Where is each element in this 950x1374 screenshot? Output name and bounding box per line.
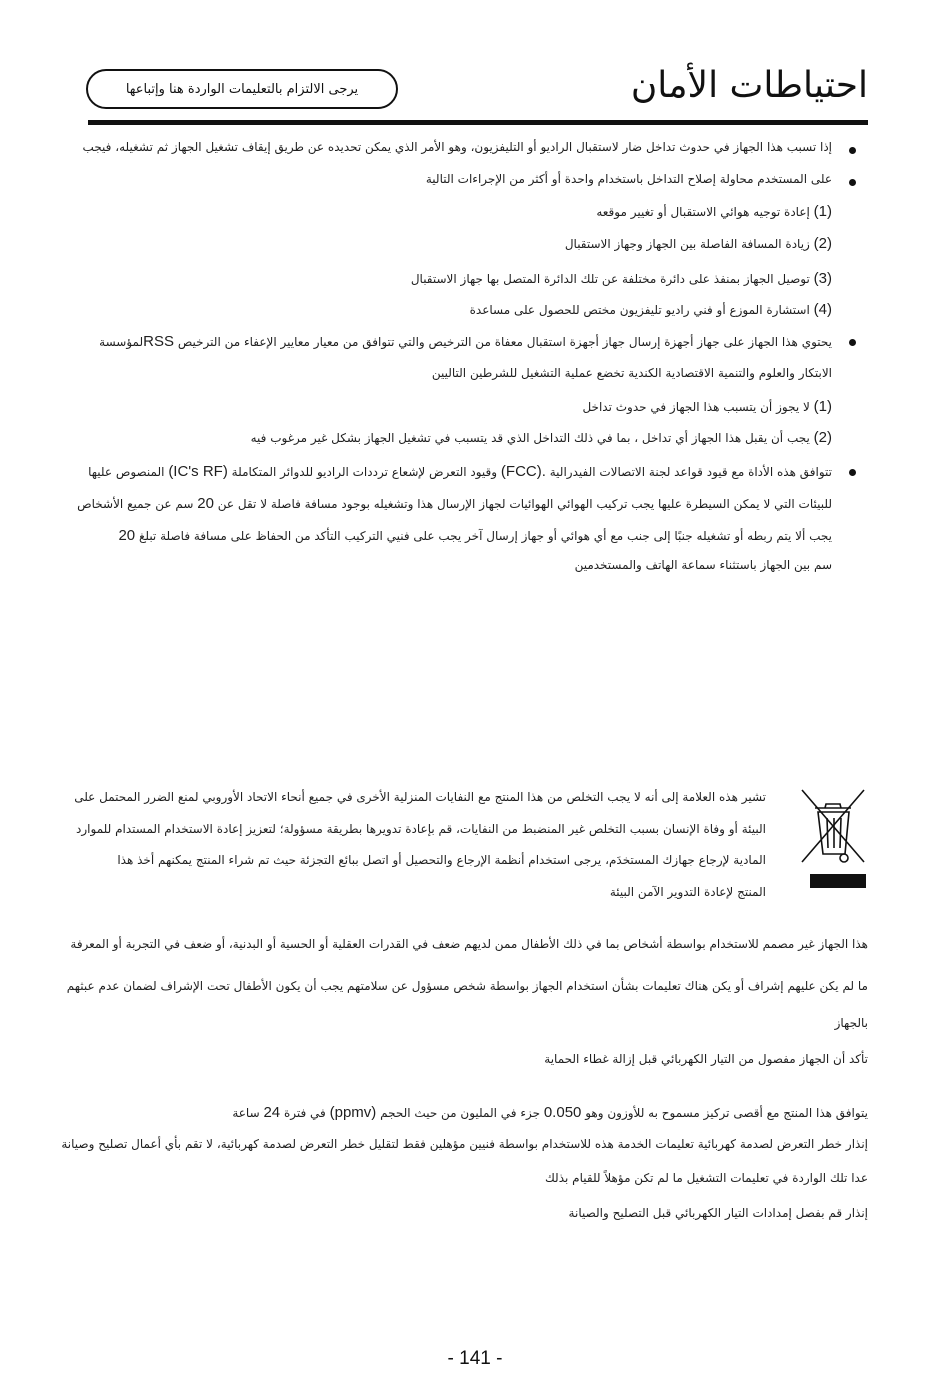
rss-text-line	[99, 333, 832, 350]
step-text: استشارة الموزع أو فني راديو تليفزيون مختص للحصول على مساعدة	[469, 303, 810, 317]
step-number: (1)	[813, 203, 832, 220]
disconnect-warning: إنذار قم بفصل إمدادات التيار الكهربائي قبل التصليح والصيانة	[568, 1206, 868, 1220]
children-warning-line: بالجهاز	[834, 1016, 868, 1030]
fcc-text: للبيئات التي لا يمكن السيطرة عليها يجب تركيب الهوائي الهوائيات لجهاز الإرسال هذا وتشغيله بوجود مسافة فاصلة لا تقل عن	[217, 497, 832, 511]
distance-value: 20	[118, 527, 136, 544]
step-text: توصيل الجهاز بمنفذ على دائرة مختلفة عن تلك الدائرة المتصل بها جهاز الاستقبال	[410, 272, 810, 286]
rss-code: RSS	[143, 333, 174, 350]
ozone-text: ساعة	[232, 1106, 260, 1120]
fcc-code: (FCC).	[500, 463, 546, 480]
page-number: - 141 -	[447, 1348, 503, 1369]
fcc-text-line	[77, 495, 832, 512]
step-number: (4)	[813, 301, 832, 318]
weee-text-line: المنتج لإعادة التدوير الآمن البيئة	[609, 885, 766, 899]
ozone-text: في فترة	[283, 1106, 326, 1120]
condition-number: (1)	[813, 398, 832, 415]
condition-text: لا يجوز أن يتسبب هذا الجهاز في حدوث تداخل	[582, 400, 810, 414]
shock-warning-line: عدا تلك الواردة في تعليمات التشغيل ما لم تكن مؤهلاً للقيام بذلك	[544, 1171, 868, 1185]
bullet-icon	[849, 147, 856, 154]
rss-text: لمؤسسة	[99, 335, 144, 349]
step-text: إعادة توجيه هوائي الاستقبال أو تغيير موقعه	[596, 205, 810, 219]
children-warning-line: هذا الجهاز غير مصمم للاستخدام بواسطة أشخاص بما في ذلك الأطفال ممن لديهم ضعف في القدرات العقلية أو الحسية أو البدنية، أو ضعف في التجربة أو المعرفة	[70, 937, 868, 951]
condition-number: (2)	[813, 429, 832, 446]
rss-text-line: الابتكار والعلوم والتنمية الاقتصادية الكندية تخضع عملية التشغيل للشرطين التاليين	[431, 366, 832, 380]
header-divider	[88, 120, 868, 125]
page-title: احتياطات الأمان	[630, 65, 868, 106]
fcc-text: المنصوص عليها	[88, 465, 165, 479]
fcc-text: وقيود التعرض لإشعاع ترددات الراديو للدوائر المتكاملة	[231, 465, 498, 479]
distance-value: 20	[197, 495, 214, 512]
interference-text-line: على المستخدم محاولة إصلاح التداخل باستخدام واحدة أو أكثر من الإجراءات التالية	[425, 172, 832, 186]
ozone-text: يتوافق هذا المنتج مع أقصى تركيز مسموح به للأوزون وهو	[585, 1106, 868, 1120]
interference-step	[565, 235, 832, 252]
fcc-text: يجب ألا يتم ربطه أو تشغيله جنبًا إلى جنب مع أي هوائي أو جهاز إرسال آخر يجب على فنيي التركيب التأكد من الحفاظ على مسافة فاصلة تبلغ	[138, 529, 832, 543]
ozone-value: 0.050	[543, 1104, 582, 1121]
weee-text-line: تشير هذه العلامة إلى أنه لا يجب التخلص من هذا المنتج مع النفايات المنزلية الأخرى في جميع أنحاء الاتحاد الأوروبي لمنع الضرر المحتمل على	[74, 790, 766, 804]
bullet-icon	[849, 179, 856, 186]
weee-text-line: البيئة أو وفاة الإنسان بسبب التخلص غير المنضبط من النفايات، قم بإعادة تدويرها بطريقة مسؤولة؛ لتعزيز إعادة الاستخدام المستدام للموارد	[76, 822, 766, 836]
condition-text: يجب أن يقبل هذا الجهاز أي تداخل ، بما في ذلك التداخل الذي قد يتسبب في تشغيل الجهاز بشكل غير مرغوب فيه	[250, 431, 810, 445]
ozone-unit: (ppmv)	[329, 1104, 377, 1121]
step-number: (2)	[813, 235, 832, 252]
rss-text: يحتوي هذا الجهاز على جهاز أجهزة إرسال جهاز أجهزة استقبال معفاة من الترخيص والتي تتوافق من معيار معايير الإعفاء من الترخيص	[177, 335, 832, 349]
step-text: زيادة المسافة الفاصلة بين الجهاز وجهاز الاستقبال	[564, 237, 810, 251]
fcc-text-line: سم بين الجهاز باستثناء سماعة الهاتف والمستخدمين	[574, 558, 832, 572]
bullet-icon	[849, 469, 856, 476]
fcc-text-line	[118, 527, 832, 544]
children-warning-line: ما لم يكن عليهم إشراف أو يكن هناك تعليمات بشأن استخدام الجهاز بواسطة شخص مسؤول عن سلامتهم يجب أن يكون الأطفال تحت الإشراف لضمان عدم عبثهم	[66, 979, 868, 993]
shock-warning-line: إنذار خطر التعرض لصدمة كهربائية تعليمات الخدمة هذه للاستخدام بواسطة فنيين مؤهلين فقط لتقليل خطر التعرض لصدمة كهربائية، لا تقم بأي أعمال تصليح وصيانة	[61, 1137, 868, 1151]
interference-text-line: إذا تسبب هذا الجهاز في حدوث تداخل ضار لاستقبال الراديو أو التليفزيون، وهو الأمر الذي يمكن تحديده عن طريق إيقاف تشغيل الجهاز ثم تشغيله، فيجب	[82, 140, 832, 154]
step-number: (3)	[813, 270, 832, 287]
instructions-notice: يرجى الالتزام بالتعليمات الواردة هنا وإتباعها	[86, 69, 398, 109]
fcc-text-line	[88, 463, 832, 480]
interference-step	[596, 203, 832, 220]
fcc-text: سم عن جميع الأشخاص	[77, 497, 194, 511]
interference-step	[470, 301, 832, 318]
bullet-icon	[849, 339, 856, 346]
fcc-text: تتوافق هذه الأداة مع قيود قواعد لجنة الاتصالات الفيدرالية	[549, 465, 832, 479]
ic-rf-code: (IC's RF)	[168, 463, 228, 480]
ozone-compliance-line	[232, 1104, 868, 1121]
rss-condition	[582, 398, 832, 415]
weee-text-line: المادية لإرجاع جهازك المستخدَم، يرجى استخدام أنظمة الإرجاع والتحصيل أو اتصل ببائع التجزئة حيث تم شراء المنتج يمكنهم أخذ هذا	[117, 853, 766, 867]
power-disconnect-note: تأكد أن الجهاز مفصول من التيار الكهربائي قبل إزالة غطاء الحماية	[544, 1052, 868, 1066]
interference-step	[411, 270, 832, 287]
ozone-text: جزء في المليون من حيث الحجم	[380, 1106, 541, 1120]
rss-condition	[251, 429, 832, 446]
ozone-hours: 24	[263, 1104, 281, 1121]
crossed-out-wheelie-bin-icon	[798, 786, 868, 890]
